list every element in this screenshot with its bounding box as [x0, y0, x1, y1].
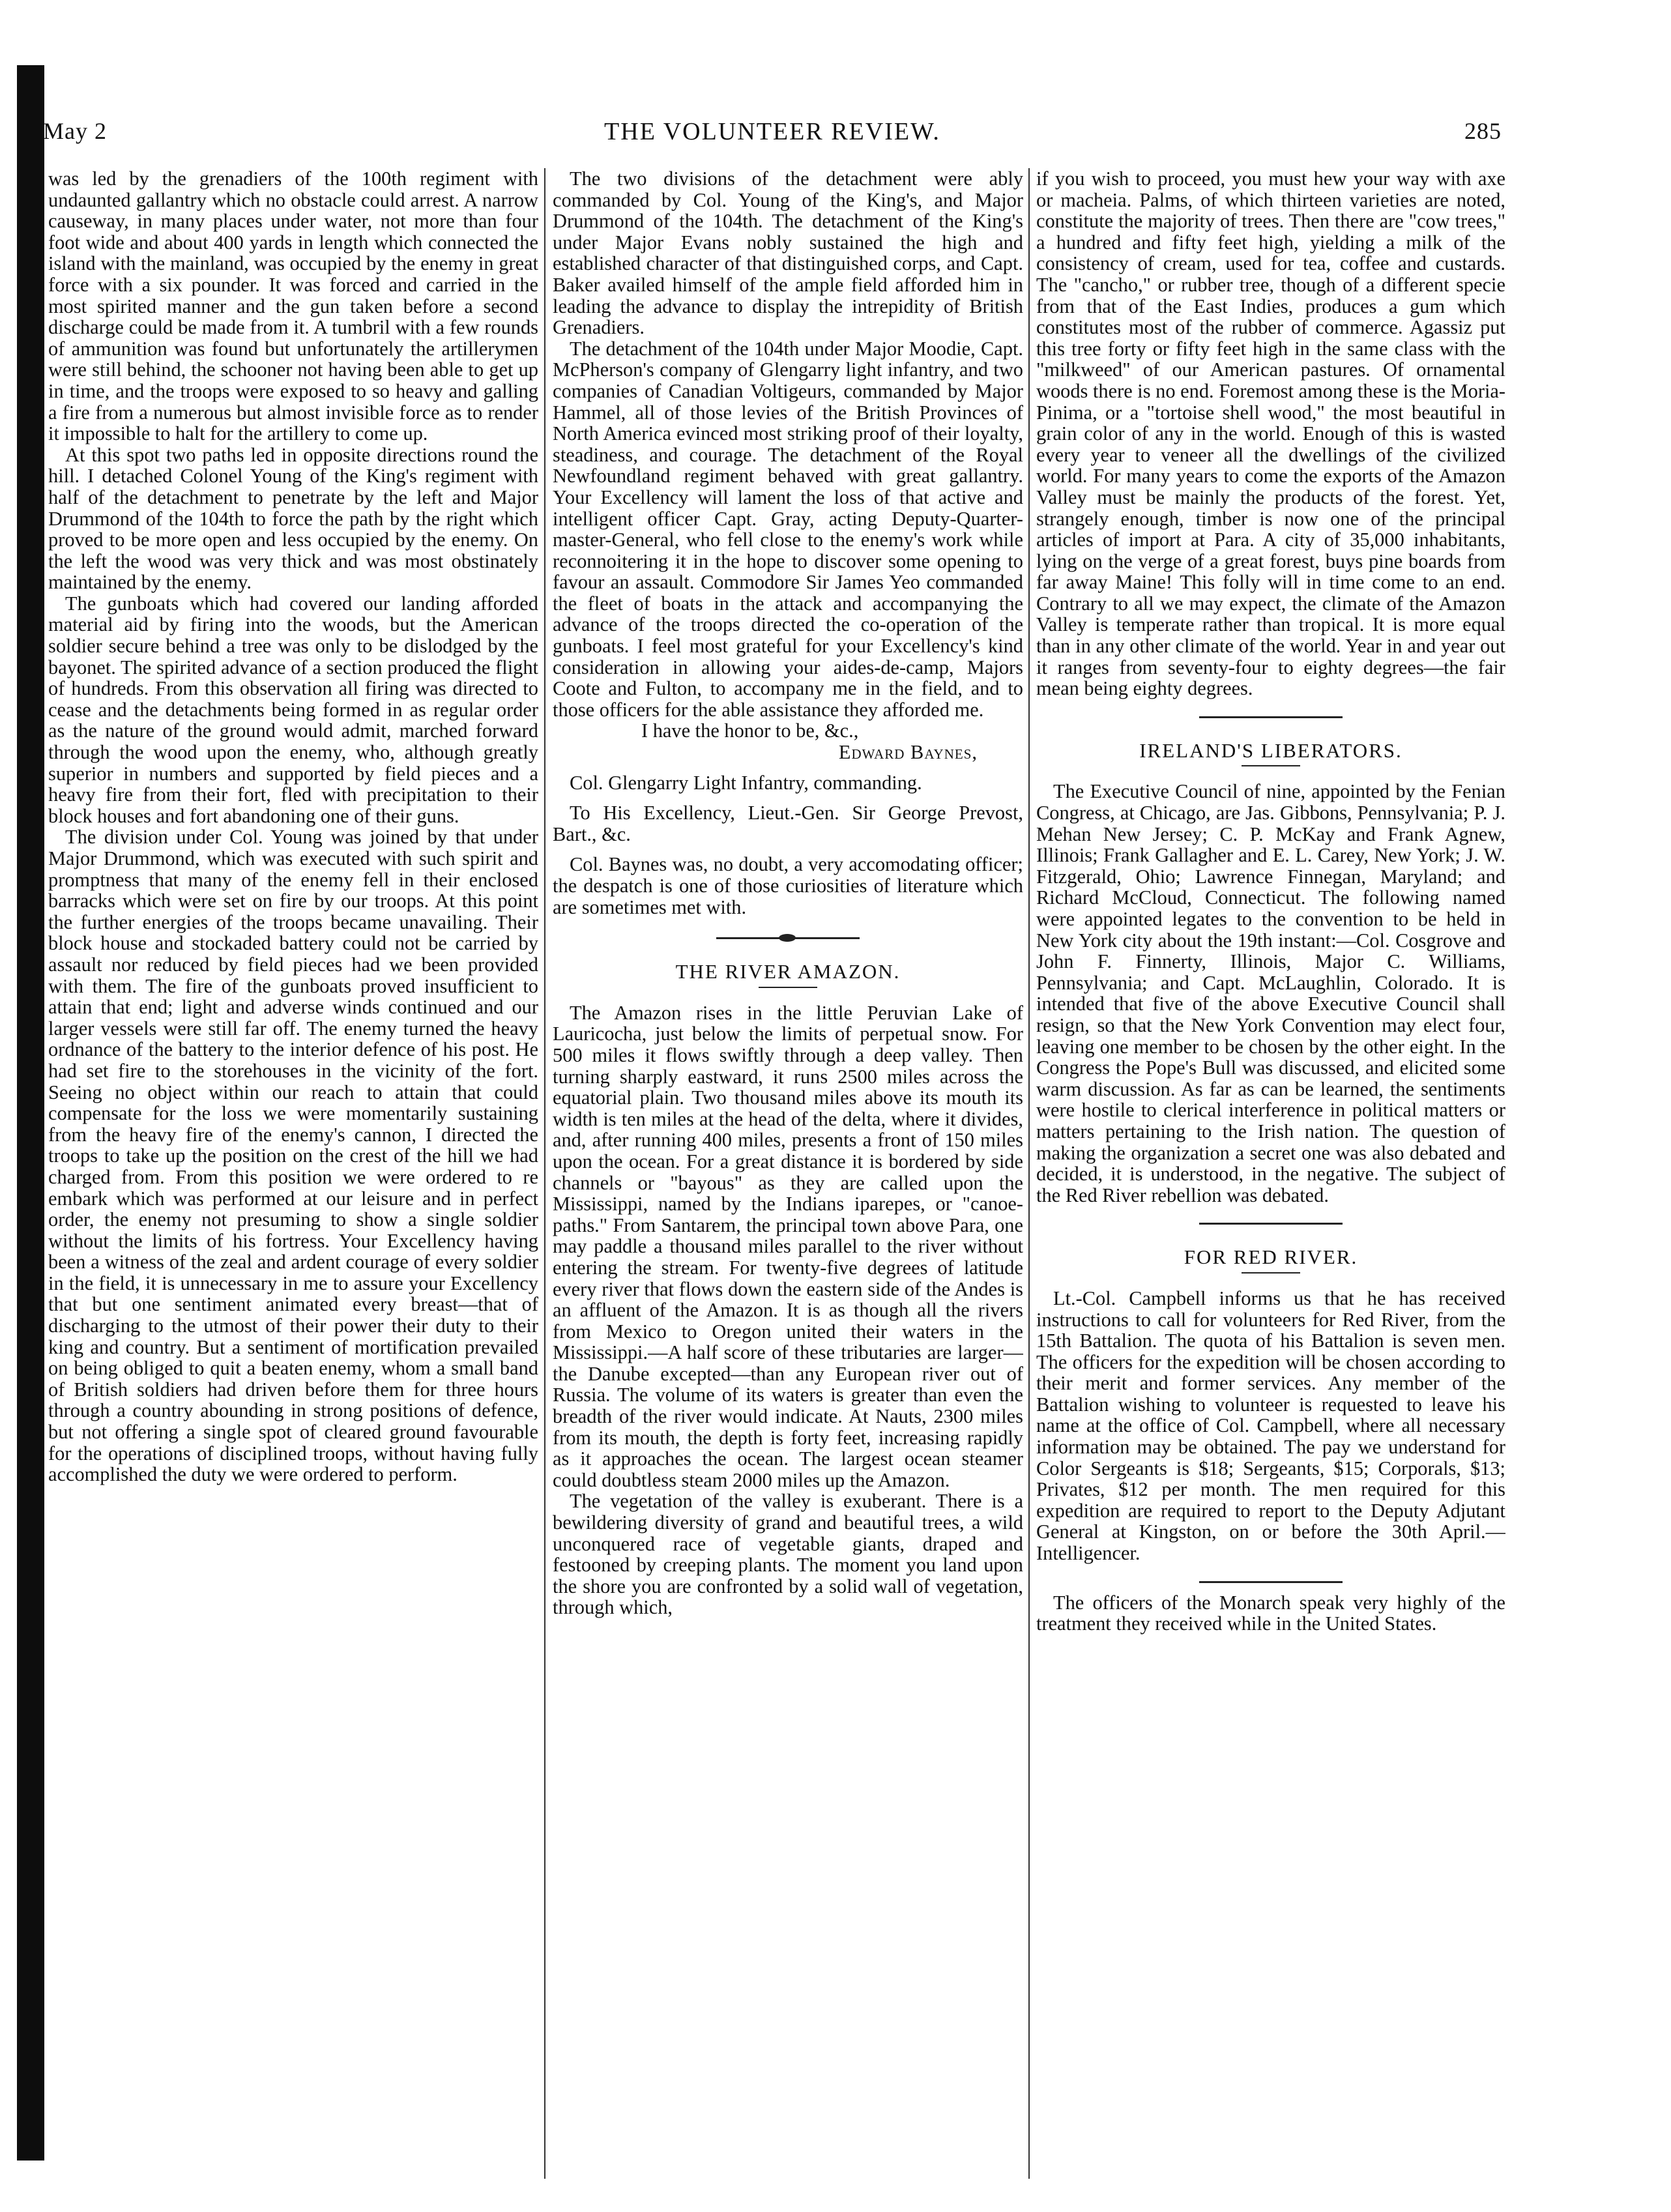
header-date: May 2 — [43, 118, 107, 144]
column-3 — [1036, 168, 1505, 2182]
section-separator — [716, 937, 860, 939]
despatch-closing: I have the honor to be, &c., — [641, 720, 859, 742]
ireland-paragraph: The Executive Council of nine, appointed by the Fenian Congress, at Chicago, are Jas. Gibbons, Pennsylvania; P. J. Mehan New Jersey; C. P. McKay and Frank Agnew, Illinois; Frank Gallagher and E. L. Carey, New York; J. W. Fitzgerald, Ohio; Lawrence Finnegan, Maryland; and Richard McCloud, Connecticut. The following named were appointed legates to the convention to be held in New York city about the 19th instant:—Col. Cosgrove and John F. Finnerty, Illinois, Major C. Williams, Pennsylvania; and Capt. McLaughlin, Colorado. It is intended that five of the above Executive Council shall resign, so that the New York Convention may elect four, leaving one member to be chosen by the other eight. In the Congress the Pope's Bull was discussed, and elicited some warm discussion. As far as can be learned, the sentiments were hostile to clerical interference in political matters or matters pertaining to the Irish nation. The question of making the organization a secret one was also debated and decided, it is understood, in the negative. The subject of the Red River rebellion was debated. — [1036, 780, 1505, 1206]
amazon-paragraph-3: if you wish to proceed, you must hew your way with axe or macheia. Palms, of which thirteen varieties are noted, constitute the majority of trees. Then there are "cow trees," a hundred and fifty feet high, yielding a milk of the consistency of cream, used for tea, coffee and custards. The "cancho," or rubber tree, though of a different specie from that of the East Indies, produces a gum which constitutes most of the rubber of commerce. Agassiz put this tree forty or fifty feet high in the same class with the "milkweed" of our American pastures. Of ornamental woods there is no end. Foremost among these is the Moria-Pinima, or a "tortoise shell wood," the most beautiful in grain color of any in the world. Enough of this is wasted every year to veneer all the dwellings of the civilized world. For many years to come the exports of the Amazon Valley must be mainly the products of the forest. Yet, strangely enough, timber is now one of the principal articles of import at Para. A city of 35,000 inhabitants, lying on the verge of a great forest, buys pine boards from far away Maine! This folly will in time come to an end. Contrary to all we may expect, the climate of the Amazon Valley is temperate rather than tropical. It is more equal than in any other climate of the world. Year in and year out it ranges from seventy-four to eighty degrees—the fair mean being eighty degrees. — [1036, 168, 1505, 700]
despatch-paragraph-6: The detachment of the 104th under Major Moodie, Capt. McPherson's company of Glengarry light infantry, and two companies of Canadian Voltigeurs, commanded by Major Hammel, all of those levies of the British Provinces of North America evinced most striking proof of their loyalty, steadiness, and courage. The detachment of the Royal Newfoundland regiment behaved with great gallantry. Your Excellency will lament the loss of that active and intelligent officer Capt. Gray, acting Deputy-Quarter-master-General, who fell close to the enemy's work while reconnoitering it in the hope to discover some opening to favour an assault. Commodore Sir James Yeo commanded the fleet of boats in the attack and accompanying the advance of the troops directed the co-operation of the gunboats. I feel most grateful for your Excellency's kind consideration in allowing your aides-de-camp, Majors Coote and Fulton, to accompany me in the field, and to those officers for the able assistance they afforded me. — [553, 337, 1023, 721]
redriver-paragraph: Lt.-Col. Campbell informs us that he has received instructions to call for volunteers for Red River, from the 15th Battalion. The quota of his Battalion is seven men. The officers for the expedition will be chosen according to their merit and former services. Any member of the Battalion wishing to volunteer is requested to leave his name at the office of Col. Campbell, where all necessary information may be obtained. The pay we understand for Color Sergeants is $18; Sergeants, $15; Corporals, $13; Privates, $12 per month. The men required for this expedition are required to report to the Deputy Adjutant General at Kingston, on or before the 30th April.—Intelligencer. — [1036, 1287, 1505, 1565]
despatch-paragraph-4: The division under Col. Young was joined by that under Major Drummond, which was executed with such spirit and promptness that many of the enemy fell in their enclosed barracks which were set on fire by our troops. At this point the further energies of the troops became unavailing. Their block house and stockaded battery could not be carried by assault nor reduced by field pieces had we been provided with them. The fire of the gunboats proved insufficient to attain that end; light and adverse winds continued and our larger vessels were still far off. The enemy turned the heavy ordnance of the battery to the interior defence of his post. He had set fire to the storehouses in the vicinity of the fort. Seeing no object within our reach to attain that could compensate for the loss we were momentarily sustaining from the heavy fire of the enemy's cannon, I directed the troops to take up the position on the crest of the hill we had charged from. From this position we were ordered to re embark which was performed at our leisure and in perfect order, the enemy not presuming to show a single soldier without the limits of his fortress. Your Excellency having been a witness of the zeal and ardent courage of every soldier in the field, it is unnecessary in me to assure your Excellency that but one sentiment animated every breast—that of discharging to the utmost of their power their duty to their king and country. But a sentiment of mortification prevailed on being obliged to quit a beaten enemy, whom a small band of British soldiers had driven before them for three hours through a country abounding in strong positions of defence, but not offering a single spot of cleared ground favourable for the operations of disciplined troops, without having fully accomplished the duty we were ordered to perform. — [48, 826, 538, 1486]
editorial-comment: Col. Baynes was, no doubt, a very accomodating officer; the despatch is one of those curiosities of literature which are sometimes met with. — [553, 853, 1023, 918]
column-1 — [48, 168, 538, 2182]
page-header — [43, 117, 1502, 158]
title-underline — [1242, 765, 1300, 766]
monarch-paragraph: The officers of the Monarch speak very highly of the treatment they received while in the United States. — [1036, 1591, 1505, 1635]
column-divider-1 — [544, 168, 545, 2179]
despatch-paragraph-3: The gunboats which had covered our landing afforded material aid by firing into the woods, but the American soldier secure behind a tree was only to be dislodged by the bayonet. The spirited advance of a section produced the flight of hundreds. From this observation all firing was directed to cease and the detachments being formed in as regular order as the nature of the ground would admit, marched forward through the wood upon the enemy, who, although greatly superior in numbers and supported by field pieces and a heavy fire from their fort, fled with precipitation to their block houses and fort abandoning one of their guns. — [48, 592, 538, 827]
amazon-paragraph-1: The Amazon rises in the little Peruvian Lake of Lauricocha, just below the limits of perpetual snow. For 500 miles it flows swiftly through a deep valley. Then turning sharply eastward, it runs 2500 miles across the equatorial plain. Two thousand miles above its mouth its width is ten miles at the head of the delta, where it divides, and, after running 400 miles, presents a front of 150 miles upon the ocean. For a great distance it is bordered by side channels or "bayous" as they are called upon the Mississippi, named by the Indians iparepes, or "canoe-paths." From Santarem, the principal town above Para, one may paddle a thousand miles parallel to the river without entering the stream. For twenty-five degrees of latitude every river that flows down the eastern side of the Andes is an affluent of the Amazon. It is as though all the rivers from Mexico to Oregon united their waters in the Mississippi.—A half score of these tributaries are larger—the Danube excepted—than any European river out of Russia. The volume of its waters is greater than even the breadth of the river would indicate. At Nauts, 2300 miles from its mouth, the depth is forty feet, increasing rapidly as it approaches the ocean. The largest ocean steamer could doubtless steam 2000 miles up the Amazon. — [553, 1001, 1023, 1491]
ireland-section-title: IRELAND'S LIBERATORS. — [1139, 738, 1402, 762]
despatch-addressee: To His Excellency, Lieut.-Gen. Sir George Prevost, Bart., &c. — [553, 802, 1023, 845]
despatch-paragraph-1: was led by the grenadiers of the 100th regiment with undaunted gallantry which no obstacle could arrest. A narrow causeway, in many places under water, not more than four foot wide and about 400 yards in length which connected the island with the mainland, was occupied by the enemy in great force with a six pounder. It was forced and carried in the most spirited manner and the gun taken before a second discharge could be made from it. A tumbril with a few rounds of ammunition was found but unfortunately the artillerymen were still behind, the schooner not having been able to get up in time, and the troops were exposed to so heavy and galling a fire from a numerous but almost invisible force as to render it impossible to halt for the artillery to come up. — [48, 168, 538, 445]
section-separator — [1199, 716, 1343, 718]
despatch-paragraph-5: The two divisions of the detachment were ably commanded by Col. Young of the King's, and Major Drummond of the 104th. The detachment of the King's under Major Evans nobly sustained the high and established character of that distinguished corps, and Capt. Baker availed himself of the ample field afforded him in leading the advance to display the intrepidity of British Grenadiers. — [553, 168, 1023, 339]
amazon-paragraph-2: The vegetation of the valley is exuberant. There is a bewildering diversity of grand and beautiful trees, a wild unconquered race of vegetable giants, draped and festooned by creeping plants. The moment you land upon the shore you are confronted by a solid wall of vegetation, through which, — [553, 1490, 1023, 1619]
page-binding-edge — [17, 65, 44, 2161]
section-separator — [1199, 1581, 1343, 1583]
title-underline — [759, 987, 817, 988]
signature-title: Col. Glengarry Light Infantry, commanding. — [570, 771, 922, 794]
section-separator — [1199, 1223, 1343, 1225]
redriver-section-title: FOR RED RIVER. — [1184, 1245, 1358, 1269]
column-divider-2 — [1028, 168, 1030, 2179]
page-number: 285 — [1464, 118, 1502, 144]
despatch-signature: Edward Baynes, — [838, 741, 978, 764]
title-underline — [1242, 1272, 1300, 1273]
amazon-section-title: THE RIVER AMAZON. — [675, 960, 901, 983]
publication-title: THE VOLUNTEER REVIEW. — [604, 118, 940, 145]
column-2 — [553, 168, 1023, 2182]
despatch-paragraph-2: At this spot two paths led in opposite directions round the hill. I detached Colonel Young of the King's regiment with half of the detachment to penetrate by the left and Major Drummond of the 104th to force the path by the right which proved to be more open and less occupied by the enemy. On the left the wood was very thick and was most obstinately maintained by the enemy. — [48, 443, 538, 594]
